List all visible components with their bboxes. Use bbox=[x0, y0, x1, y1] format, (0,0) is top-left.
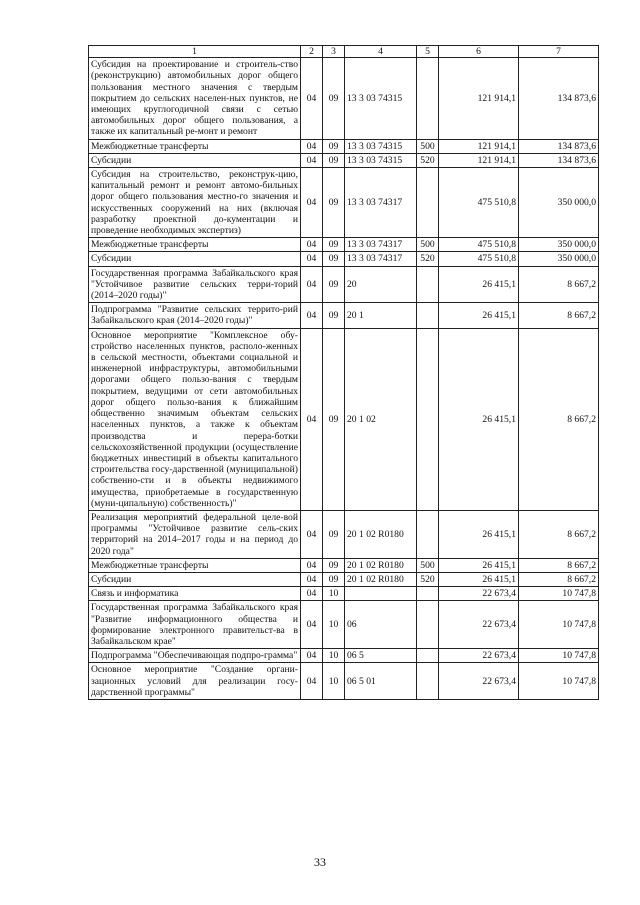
expense-type-cell bbox=[417, 510, 439, 558]
section-code-cell: 04 bbox=[301, 510, 323, 558]
amount-year-2-cell: 8 667,2 bbox=[519, 266, 599, 303]
row-name-cell: Субсидия на проектирование и строитель-ство (реконструкцию) автомобильных дорог общего пользования местного значения с твердым покрытием до сельских населен-ных пунктов, не имеющих круглогодичной связи с сетью автомобильных дорог общего пользования, а также их капитальный ре-монт и ремонт bbox=[89, 58, 301, 139]
table-row bbox=[89, 252, 599, 266]
section-code-cell: 04 bbox=[301, 649, 323, 663]
amount-year-1-cell: 475 510,8 bbox=[439, 252, 519, 266]
target-article-cell: 20 1 02 R0180 bbox=[345, 572, 417, 586]
row-name-cell: Межбюджетные трансферты bbox=[89, 238, 301, 252]
row-name-cell: Основное мероприятие "Комплексное обу-стройство населенных пунктов, располо-женных в сельской местности, объектами социальной и инженерной инфраструктуры, автомобильными дорогами общего пользо-вания с твердым покрытием, ведущими от сети автомобильных дорог общего пользо-вания к ближайшим общественно значимым объектам сельских населенных пунктов, а также к объектам производства и перера-ботки сельскохозяйственной продукции (осуществление бюджетных инвестиций в объекты капитального строительства госу-дарственной (муниципальной) собственно-сти и в объекты недвижимого имущества, приобретаемые в государственную (муни-ципальную) собственность)" bbox=[89, 328, 301, 510]
table-row bbox=[89, 139, 599, 153]
amount-year-2-cell: 350 000,0 bbox=[519, 238, 599, 252]
amount-year-2-cell: 10 747,8 bbox=[519, 663, 599, 700]
subsection-code-cell: 09 bbox=[323, 252, 345, 266]
subsection-code-cell: 10 bbox=[323, 587, 345, 601]
expense-type-cell bbox=[417, 587, 439, 601]
subsection-code-cell: 09 bbox=[323, 572, 345, 586]
expense-type-cell bbox=[417, 663, 439, 700]
target-article-cell: 06 5 bbox=[345, 649, 417, 663]
section-code-cell: 04 bbox=[301, 252, 323, 266]
table-row bbox=[89, 238, 599, 252]
expense-type-cell: 520 bbox=[417, 572, 439, 586]
row-name-cell: Основное мероприятие "Создание органи-зационных условий для реализации госу-дарственной программы" bbox=[89, 663, 301, 700]
target-article-cell: 20 1 02 R0180 bbox=[345, 558, 417, 572]
subsection-code-cell: 09 bbox=[323, 328, 345, 510]
table-row bbox=[89, 601, 599, 649]
target-article-cell: 13 3 03 74317 bbox=[345, 168, 417, 238]
amount-year-2-cell: 8 667,2 bbox=[519, 303, 599, 328]
amount-year-1-cell: 22 673,4 bbox=[439, 601, 519, 649]
amount-year-2-cell: 350 000,0 bbox=[519, 252, 599, 266]
section-code-cell: 04 bbox=[301, 663, 323, 700]
subsection-code-cell: 10 bbox=[323, 601, 345, 649]
amount-year-2-cell: 134 873,6 bbox=[519, 139, 599, 153]
amount-year-1-cell: 121 914,1 bbox=[439, 153, 519, 167]
row-name-cell: Реализация мероприятий федеральной целе-вой программы "Устойчивое развитие сель-ских территорий на 2014–2017 годы и на период до 2020 года" bbox=[89, 510, 301, 558]
header-col-3: 3 bbox=[323, 46, 345, 58]
section-code-cell: 04 bbox=[301, 303, 323, 328]
header-col-6: 6 bbox=[439, 46, 519, 58]
table-header-row bbox=[89, 46, 599, 58]
subsection-code-cell: 09 bbox=[323, 168, 345, 238]
row-name-cell: Субсидии bbox=[89, 572, 301, 586]
row-name-cell: Подпрограмма "Обеспечивающая подпро-грамма" bbox=[89, 649, 301, 663]
subsection-code-cell: 10 bbox=[323, 663, 345, 700]
row-name-cell: Межбюджетные трансферты bbox=[89, 558, 301, 572]
table-row bbox=[89, 58, 599, 139]
amount-year-2-cell: 10 747,8 bbox=[519, 601, 599, 649]
subsection-code-cell: 10 bbox=[323, 649, 345, 663]
table-row bbox=[89, 168, 599, 238]
expense-type-cell bbox=[417, 328, 439, 510]
header-col-1: 1 bbox=[89, 46, 301, 58]
target-article-cell: 13 3 03 74315 bbox=[345, 58, 417, 139]
expense-type-cell bbox=[417, 168, 439, 238]
amount-year-1-cell: 22 673,4 bbox=[439, 663, 519, 700]
row-name-cell: Субсидия на строительство, реконструк-цию, капитальный ремонт и ремонт автомо-бильных дорог общего пользования местно-го значения и искусственных сооружений на них (включая разработку проектной до-кументации и проведение необходимых экспертиз) bbox=[89, 168, 301, 238]
subsection-code-cell: 09 bbox=[323, 266, 345, 303]
table-row bbox=[89, 587, 599, 601]
table-body bbox=[89, 58, 599, 700]
section-code-cell: 04 bbox=[301, 153, 323, 167]
budget-table bbox=[88, 45, 599, 700]
amount-year-2-cell: 350 000,0 bbox=[519, 168, 599, 238]
section-code-cell: 04 bbox=[301, 168, 323, 238]
row-name-cell: Субсидии bbox=[89, 252, 301, 266]
amount-year-2-cell: 10 747,8 bbox=[519, 649, 599, 663]
header-col-4: 4 bbox=[345, 46, 417, 58]
expense-type-cell: 520 bbox=[417, 252, 439, 266]
header-col-5: 5 bbox=[417, 46, 439, 58]
target-article-cell: 13 3 03 74317 bbox=[345, 238, 417, 252]
target-article-cell: 06 5 01 bbox=[345, 663, 417, 700]
subsection-code-cell: 09 bbox=[323, 153, 345, 167]
target-article-cell: 13 3 03 74315 bbox=[345, 139, 417, 153]
target-article-cell bbox=[345, 587, 417, 601]
table-row bbox=[89, 303, 599, 328]
table-row bbox=[89, 328, 599, 510]
amount-year-1-cell: 26 415,1 bbox=[439, 328, 519, 510]
target-article-cell: 20 bbox=[345, 266, 417, 303]
amount-year-1-cell: 475 510,8 bbox=[439, 168, 519, 238]
header-col-7: 7 bbox=[519, 46, 599, 58]
subsection-code-cell: 09 bbox=[323, 558, 345, 572]
expense-type-cell: 500 bbox=[417, 558, 439, 572]
section-code-cell: 04 bbox=[301, 58, 323, 139]
expense-type-cell bbox=[417, 266, 439, 303]
subsection-code-cell: 09 bbox=[323, 238, 345, 252]
table-row bbox=[89, 153, 599, 167]
row-name-cell: Связь и информатика bbox=[89, 587, 301, 601]
section-code-cell: 04 bbox=[301, 266, 323, 303]
target-article-cell: 13 3 03 74317 bbox=[345, 252, 417, 266]
row-name-cell: Государственная программа Забайкальского края "Развитие информационного общества и формирование электронного правительст-ва в Забайкальском крае" bbox=[89, 601, 301, 649]
row-name-cell: Подпрограмма "Развитие сельских террито-рий Забайкальского края (2014–2020 годы)" bbox=[89, 303, 301, 328]
amount-year-1-cell: 26 415,1 bbox=[439, 303, 519, 328]
section-code-cell: 04 bbox=[301, 601, 323, 649]
table-row bbox=[89, 663, 599, 700]
section-code-cell: 04 bbox=[301, 558, 323, 572]
subsection-code-cell: 09 bbox=[323, 303, 345, 328]
subsection-code-cell: 09 bbox=[323, 58, 345, 139]
table-row bbox=[89, 558, 599, 572]
amount-year-1-cell: 121 914,1 bbox=[439, 139, 519, 153]
target-article-cell: 20 1 02 R0180 bbox=[345, 510, 417, 558]
expense-type-cell: 520 bbox=[417, 153, 439, 167]
table-row bbox=[89, 510, 599, 558]
subsection-code-cell: 09 bbox=[323, 139, 345, 153]
amount-year-2-cell: 8 667,2 bbox=[519, 572, 599, 586]
row-name-cell: Государственная программа Забайкальского края "Устойчивое развитие сельских терри-торий (2014–2020 годы)" bbox=[89, 266, 301, 303]
amount-year-1-cell: 22 673,4 bbox=[439, 587, 519, 601]
section-code-cell: 04 bbox=[301, 587, 323, 601]
section-code-cell: 04 bbox=[301, 572, 323, 586]
section-code-cell: 04 bbox=[301, 139, 323, 153]
amount-year-2-cell: 8 667,2 bbox=[519, 510, 599, 558]
amount-year-1-cell: 22 673,4 bbox=[439, 649, 519, 663]
page-number: 33 bbox=[314, 855, 326, 869]
section-code-cell: 04 bbox=[301, 238, 323, 252]
amount-year-2-cell: 134 873,6 bbox=[519, 153, 599, 167]
expense-type-cell bbox=[417, 649, 439, 663]
target-article-cell: 13 3 03 74315 bbox=[345, 153, 417, 167]
expense-type-cell bbox=[417, 303, 439, 328]
table-row bbox=[89, 572, 599, 586]
subsection-code-cell: 09 bbox=[323, 510, 345, 558]
amount-year-2-cell: 134 873,6 bbox=[519, 58, 599, 139]
table-row bbox=[89, 266, 599, 303]
amount-year-1-cell: 26 415,1 bbox=[439, 510, 519, 558]
amount-year-1-cell: 26 415,1 bbox=[439, 266, 519, 303]
section-code-cell: 04 bbox=[301, 328, 323, 510]
row-name-cell: Межбюджетные трансферты bbox=[89, 139, 301, 153]
amount-year-2-cell: 10 747,8 bbox=[519, 587, 599, 601]
table-row bbox=[89, 649, 599, 663]
amount-year-2-cell: 8 667,2 bbox=[519, 558, 599, 572]
expense-type-cell: 500 bbox=[417, 139, 439, 153]
target-article-cell: 06 bbox=[345, 601, 417, 649]
header-col-2: 2 bbox=[301, 46, 323, 58]
amount-year-1-cell: 121 914,1 bbox=[439, 58, 519, 139]
expense-type-cell bbox=[417, 601, 439, 649]
expense-type-cell bbox=[417, 58, 439, 139]
target-article-cell: 20 1 bbox=[345, 303, 417, 328]
amount-year-1-cell: 475 510,8 bbox=[439, 238, 519, 252]
expense-type-cell: 500 bbox=[417, 238, 439, 252]
row-name-cell: Субсидии bbox=[89, 153, 301, 167]
amount-year-1-cell: 26 415,1 bbox=[439, 572, 519, 586]
amount-year-2-cell: 8 667,2 bbox=[519, 328, 599, 510]
amount-year-1-cell: 26 415,1 bbox=[439, 558, 519, 572]
target-article-cell: 20 1 02 bbox=[345, 328, 417, 510]
